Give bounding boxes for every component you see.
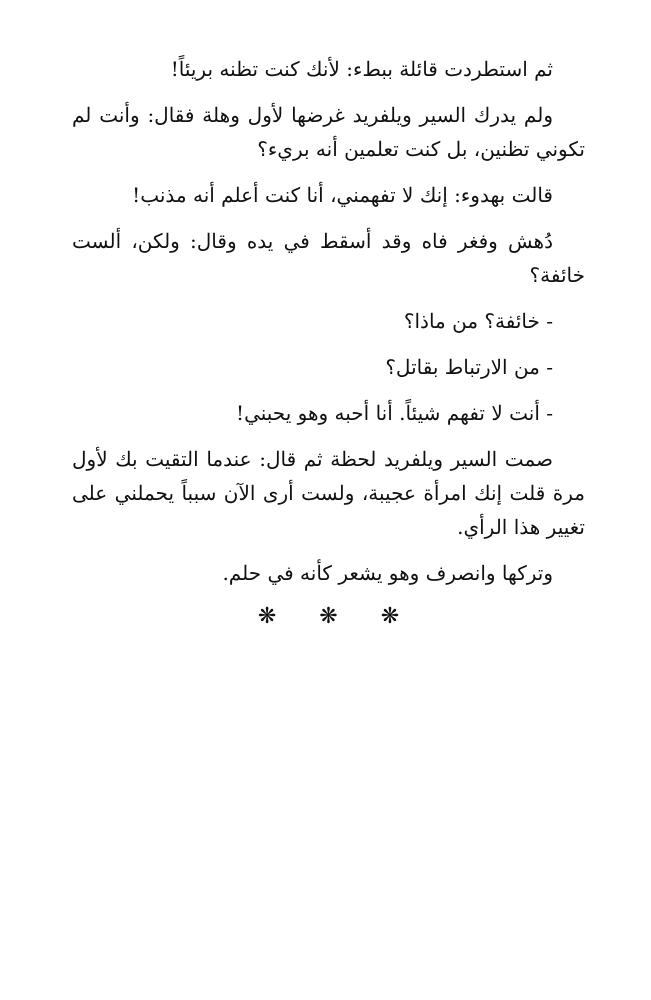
dialogue-line-2: - من الارتباط بقاتل؟ <box>385 355 553 379</box>
paragraph-5: صمت السير ويلفريد لحظة ثم قال: عندما التقيت بك لأول مرة قلت إنك امرأة عجيبة، ولست أرى الآن سبباً يحملني على تغيير هذا الرأي. <box>72 447 585 539</box>
section-separator: ❋ ❋ ❋ <box>257 604 418 629</box>
paragraph-1: ثم استطردت قائلة ببطء: لأنك كنت تظنه بريئاً! <box>170 57 553 81</box>
paragraph-6: وتركها وانصرف وهو يشعر كأنه في حلم. <box>222 561 553 585</box>
paragraph-4: دُهش وفغر فاه وقد أسقط في يده وقال: ولكن، ألست خائفة؟ <box>72 229 585 287</box>
dialogue-line-1: - خائفة؟ من ماذا؟ <box>403 309 553 333</box>
paragraph-3: قالت بهدوء: إنك لا تفهمني، أنا كنت أعلم أنه مذنب! <box>132 183 553 207</box>
book-page <box>72 52 585 629</box>
paragraph-2: ولم يدرك السير ويلفريد غرضها لأول وهلة فقال: وأنت لم تكوني تظنين، بل كنت تعلمين أنه بريء؟ <box>72 103 585 161</box>
dialogue-line-3: - أنت لا تفهم شيئاً. أنا أحبه وهو يحبني! <box>236 401 553 425</box>
